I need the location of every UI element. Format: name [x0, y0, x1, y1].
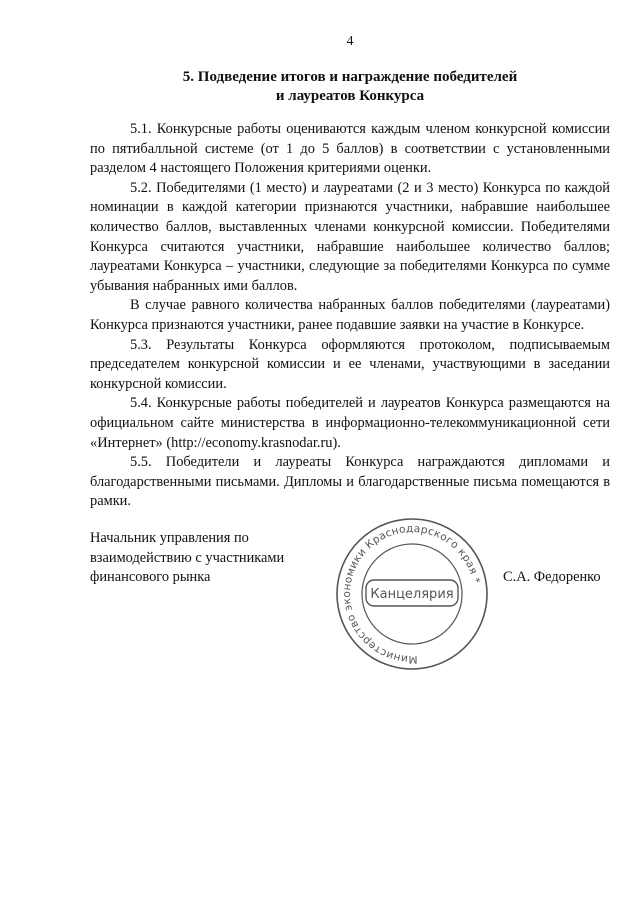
paragraph-5-4: 5.4. Конкурсные работы победителей и лауреатов Конкурса размещаются на официальном сайте министерства в информационно-телекоммуникационной сети «Интернет» (http://economy.krasnodar.ru).: [90, 395, 610, 451]
stamp-ring-textpath: Министерство экономики Краснодарского края *: [340, 522, 483, 666]
office-stamp: [332, 514, 492, 674]
paragraph-5-3: 5.3. Результаты Конкурса оформляются протоколом, подписываемым председателем конкурсной комиссии и ее членами, участвующими в заседании конкурсной комиссии.: [90, 336, 610, 392]
paragraph-5-2: 5.2. Победителями (1 место) и лауреатами (2 и 3 место) Конкурса по каждой номинации в каждой категории признаются участники, набравшие наибольшее количество баллов, выставленных членами конкурсной комиссии. Победителями Конкурса считаются участники, набравшие наибольшее количество баллов; лауреатами Конкурса – участники, следующие за победителями Конкурса по сумме убывания набранных ими баллов.: [90, 179, 610, 294]
signer-position-line-2: взаимодействию с участниками: [90, 549, 285, 566]
signer-position: [90, 529, 290, 588]
signer-position-line-1: Начальник управления по: [90, 530, 249, 546]
paragraph-5-5: 5.5. Победители и лауреаты Конкурса награждаются дипломами и благодарственными письмами. Дипломы и благодарственные письма помещаются в рамки.: [90, 454, 610, 510]
signer-position-line-3: финансового рынка: [90, 569, 211, 586]
section-heading-line-1: 5. Подведение итогов и награждение победителей: [182, 69, 518, 85]
paragraph-5-1: 5.1. Конкурсные работы оцениваются каждым членом конкурсной комиссии по пятибалльной системе (от 1 до 5 баллов) в соответствии с установленными разделом 4 настоящего Положения критериями оценки.: [90, 121, 610, 177]
paragraph-tie-rule: В случае равного количества набранных баллов победителями (лауреатами) Конкурса признаются участники, ранее подавшие заявки на участие в Конкурсе.: [90, 297, 610, 333]
signer-name: С.А. Федоренко: [503, 569, 601, 585]
section-heading: [90, 68, 610, 106]
page-number: 4: [346, 34, 354, 49]
section-body: [90, 120, 610, 512]
stamp-center-text: Канцелярия: [370, 587, 454, 602]
section-heading-line-2: и лауреатов Конкурса: [275, 88, 425, 104]
